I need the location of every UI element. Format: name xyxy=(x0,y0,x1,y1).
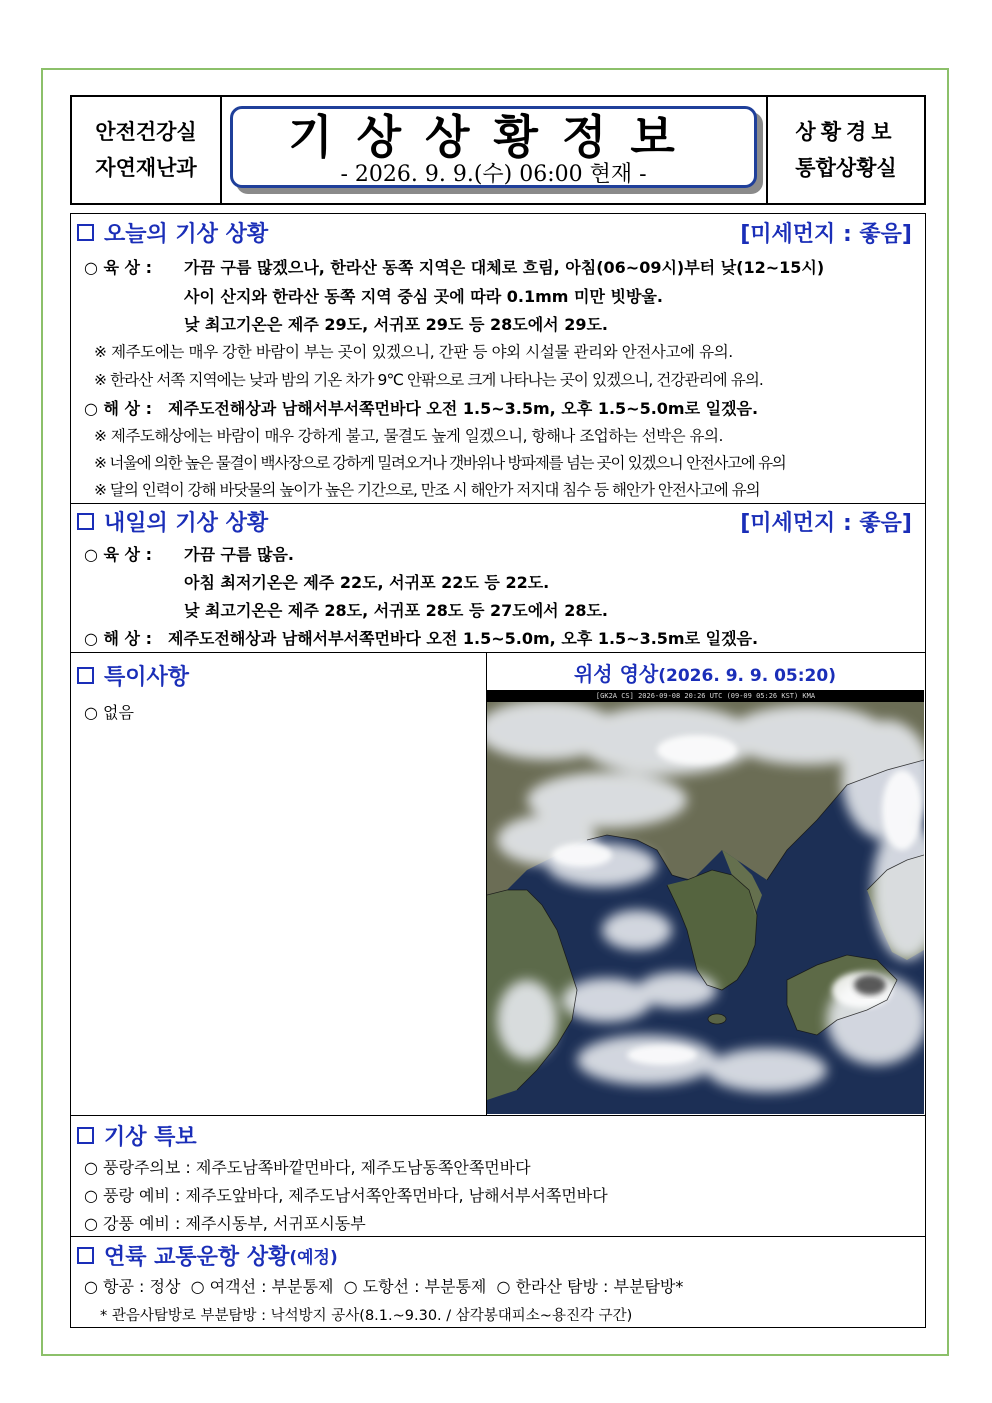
tomorrow-dust: [미세먼지 : 좋음] xyxy=(740,511,912,536)
tomorrow-sea-line: 제주도전해상과 남해서부서쪽먼바다 오전 1.5~5.0m, 오후 1.5~3.5m로 일겠음. xyxy=(168,629,759,648)
today-sea-note: ※ 달의 인력이 강해 바닷물의 높이가 높은 기간으로, 만조 시 해안가 저지대 침수 등 해안가 안전사고에 유의 xyxy=(94,481,760,499)
today-land-line: 사이 산지와 한라산 동쪽 지역 중심 곳에 따라 0.1mm 미만 빗방울. xyxy=(184,287,663,306)
office-label xyxy=(766,97,924,203)
checkbox-square-icon xyxy=(77,513,94,530)
tomorrow-sea-label: ○ 해 상 : xyxy=(84,629,152,648)
warning-item: ○ 강풍 예비 : 제주시동부, 서귀포시동부 xyxy=(84,1214,366,1233)
satellite-map-graphic xyxy=(487,690,924,1114)
checkbox-square-icon xyxy=(77,1127,94,1144)
today-land-line: 가끔 구름 많겠으나, 한라산 동쪽 지역은 대체로 흐림, 아침(06~09시)부터 낮(12~15시) xyxy=(184,258,825,277)
office-line1: 상황경보 xyxy=(795,120,897,144)
warnings-title xyxy=(77,1120,197,1151)
tomorrow-land-line: 아침 최저기온은 제주 22도, 서귀포 22도 등 22도. xyxy=(184,573,550,592)
today-land-note: ※ 제주도에는 매우 강한 바람이 부는 곳이 있겠으니, 간판 등 야외 시설물 관리와 안전사고에 유의. xyxy=(94,343,733,361)
traffic-status-line: ○ 항공 : 정상 ○ 여객선 : 부분통제 ○ 도항선 : 부분통제 ○ 한라산 탐방 : 부분탐방* xyxy=(84,1277,684,1296)
today-title xyxy=(77,217,268,248)
traffic-title-suffix: (예정) xyxy=(289,1248,338,1268)
satellite-caption: [GK2A CS] 2026-09-08 20:26 UTC (09-09 05:26 KST) KMA xyxy=(487,690,924,702)
today-land-label: ○ 육 상 : xyxy=(84,258,152,277)
traffic-title xyxy=(77,1240,338,1271)
tomorrow-land-label: ○ 육 상 : xyxy=(84,545,152,564)
title-card xyxy=(230,106,757,188)
tomorrow-title xyxy=(77,506,268,537)
today-land-note: ※ 한라산 서쪽 지역에는 낮과 밤의 기온 차가 9℃ 안팎으로 크게 나타나는 곳이 있겠으니, 건강관리에 유의. xyxy=(94,371,763,389)
department-label xyxy=(72,97,222,203)
checkbox-square-icon xyxy=(77,224,94,241)
traffic-title-text: 연륙 교통운항 상황 xyxy=(104,1245,290,1270)
department-line1: 안전건강실 xyxy=(95,120,197,144)
warnings-title-text: 기상 특보 xyxy=(104,1125,197,1150)
special-item: ○ 없음 xyxy=(84,703,134,722)
today-title-text: 오늘의 기상 상황 xyxy=(104,222,269,247)
satellite-title xyxy=(486,658,924,687)
page-title: 기상상황정보 xyxy=(288,110,699,164)
today-sea-label: ○ 해 상 : xyxy=(84,399,152,418)
today-sea-line: 제주도전해상과 남해서부서쪽먼바다 오전 1.5~3.5m, 오후 1.5~5.0m로 일겠음. xyxy=(168,399,759,418)
tomorrow-land-line: 가끔 구름 많음. xyxy=(184,545,294,564)
today-sea-note: ※ 제주도해상에는 바람이 매우 강하게 불고, 물결도 높게 일겠으니, 항해나 조업하는 선박은 유의. xyxy=(94,427,723,445)
office-line2: 통합상황실 xyxy=(795,156,897,180)
checkbox-square-icon xyxy=(77,1247,94,1264)
special-title-text: 특이사항 xyxy=(104,665,190,690)
satellite-title-text: 위성 영상 xyxy=(573,662,659,686)
today-dust: [미세먼지 : 좋음] xyxy=(740,222,912,247)
tomorrow-title-text: 내일의 기상 상황 xyxy=(104,511,269,536)
satellite-image xyxy=(487,690,924,1114)
warning-item: ○ 풍랑 예비 : 제주도앞바다, 제주도남서쪽안쪽먼바다, 남해서부서쪽먼바다 xyxy=(84,1186,608,1205)
warning-item: ○ 풍랑주의보 : 제주도남쪽바깥먼바다, 제주도남동쪽안쪽먼바다 xyxy=(84,1158,531,1177)
special-title xyxy=(77,660,189,691)
traffic-footnote: * 관음사탐방로 부분탐방 : 낙석방지 공사(8.1.~9.30. / 삼각봉대피소~용진각 구간) xyxy=(100,1308,633,1324)
page-subtitle: - 2026. 9. 9.(수) 06:00 현재 - xyxy=(340,162,647,187)
today-land-line: 낮 최고기온은 제주 29도, 서귀포 29도 등 28도에서 29도. xyxy=(184,315,608,334)
checkbox-square-icon xyxy=(77,667,94,684)
tomorrow-land-line: 낮 최고기온은 제주 28도, 서귀포 28도 등 27도에서 28도. xyxy=(184,601,608,620)
department-line2: 자연재난과 xyxy=(95,156,197,180)
header xyxy=(70,95,926,205)
satellite-datetime: (2026. 9. 9. 05:20) xyxy=(658,666,836,686)
today-sea-note: ※ 너울에 의한 높은 물결이 백사장으로 강하게 밀려오거나 갯바위나 방파제를 넘는 곳이 있겠으니 안전사고에 유의 xyxy=(94,454,786,472)
